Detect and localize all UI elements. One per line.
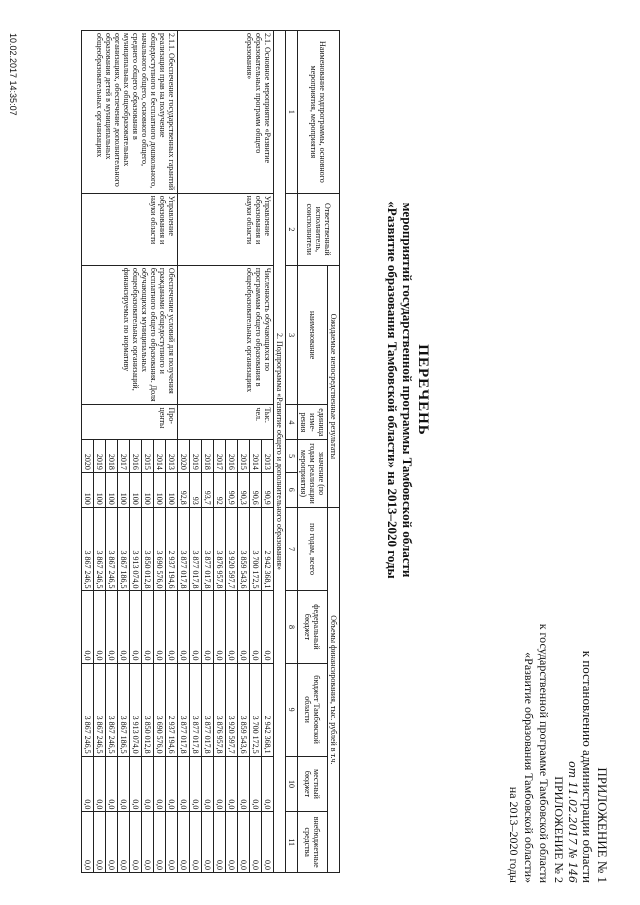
value-cell: 100 (130, 472, 142, 507)
year-cell: 2020 (82, 440, 94, 473)
federal-cell: 0,0 (142, 591, 154, 663)
total-cell: 3 876 957,8 (214, 507, 226, 591)
value-cell: 100 (142, 472, 154, 507)
col-number: 9 (286, 663, 298, 756)
regional-cell: 3 867 246,5 (94, 663, 106, 756)
federal-cell: 0,0 (226, 591, 238, 663)
local-cell: 0,0 (166, 756, 178, 812)
value-cell: 93,7 (202, 472, 214, 507)
value-cell: 93 (190, 472, 202, 507)
year-cell: 2016 (226, 440, 238, 473)
extra-cell: 0,0 (118, 812, 130, 873)
header-name: Наименование подпрограммы, основного мероприятия, мероприятия (298, 31, 340, 194)
federal-cell: 0,0 (214, 591, 226, 663)
appendix-2-period: на 2013–2020 годы (507, 786, 521, 883)
regional-cell: 3 876 957,8 (214, 663, 226, 756)
measure-name: 2.1. Основное мероприятие «Развитие образовательных программ общего образования» (178, 31, 274, 194)
extra-cell: 0,0 (130, 812, 142, 873)
year-cell: 2014 (154, 440, 166, 473)
col-number: 5 (286, 440, 298, 473)
federal-cell: 0,0 (118, 591, 130, 663)
local-cell: 0,0 (94, 756, 106, 812)
federal-cell: 0,0 (130, 591, 142, 663)
regional-cell: 3 867 246,5 (106, 663, 118, 756)
federal-cell: 0,0 (202, 591, 214, 663)
measure-name: 2.1.1. Обеспечение государственных гарантий реализации прав на получение общедоступного и бесплатного дошкольного, начального общего, основного общего, среднего общего образования в муниципальных общеобразовательных организациях, обеспечение дополнительного образования детей в муниципальных общеобразовательных организациях (82, 31, 178, 194)
document-title (385, 130, 430, 650)
col-number: 7 (286, 507, 298, 591)
regional-cell: 3 700 172,5 (250, 663, 262, 756)
total-cell: 3 850 012,8 (142, 507, 154, 591)
header-results: Ожидаемые непосредственные результаты (328, 265, 340, 507)
appendix-2-program: «Развитие образования Тамбовской области» (522, 652, 536, 883)
value-cell: 92 (214, 472, 226, 507)
subprogram-heading: 2. Подпрограмма «Развитие общего и дополнительного образования» (274, 31, 286, 873)
total-cell: 3 877 017,8 (202, 507, 214, 591)
total-cell: 2 942 368,1 (262, 507, 274, 591)
regional-cell: 3 867 186,5 (118, 663, 130, 756)
regional-cell: 3 690 576,0 (154, 663, 166, 756)
title-perechen: ПЕРЕЧЕНЬ (415, 344, 431, 436)
header-local: местный бюджет (298, 756, 328, 812)
extra-cell: 0,0 (142, 812, 154, 873)
col-number: 10 (286, 756, 298, 812)
col-number: 1 (286, 31, 298, 194)
value-cell: 90,9 (226, 472, 238, 507)
federal-cell: 0,0 (154, 591, 166, 663)
extra-cell: 0,0 (178, 812, 190, 873)
extra-cell: 0,0 (238, 812, 250, 873)
appendix-1-header (565, 651, 610, 883)
header-result-name: наименование (298, 265, 328, 405)
header-funding: Объемы финансирования, тыс. рублей в т.ч. (328, 507, 340, 872)
regional-cell: 3 877 017,8 (190, 663, 202, 756)
appendix-1-title: ПРИЛОЖЕНИЕ № 1 (595, 767, 610, 883)
total-cell: 3 867 246,5 (94, 507, 106, 591)
year-cell: 2013 (262, 440, 274, 473)
header-federal: федеральный бюджет (298, 591, 328, 663)
col-number: 8 (286, 591, 298, 663)
federal-cell: 0,0 (82, 591, 94, 663)
local-cell: 0,0 (238, 756, 250, 812)
local-cell: 0,0 (118, 756, 130, 812)
year-cell: 2019 (190, 440, 202, 473)
local-cell: 0,0 (130, 756, 142, 812)
local-cell: 0,0 (154, 756, 166, 812)
value-cell: 92,8 (178, 472, 190, 507)
local-cell: 0,0 (262, 756, 274, 812)
regional-cell: 2 942 368,1 (262, 663, 274, 756)
local-cell: 0,0 (250, 756, 262, 812)
header-value: значение (по годам реализации мероприятия) (298, 440, 328, 507)
title-line-2: мероприятий государственной программы Тамбовской области (400, 202, 415, 578)
regional-cell: 3 913 074,0 (130, 663, 142, 756)
col-number: 4 (286, 405, 298, 440)
appendix-1-date-number: от 11.02.2017 № 146 (566, 761, 579, 883)
responsible-executor: Управление образования и науки области (82, 193, 178, 265)
appendix-2-title: ПРИЛОЖЕНИЕ № 2 (552, 776, 566, 883)
print-timestamp: 10.02.2017 14:35:07 (8, 33, 18, 116)
regional-cell: 2 937 194,6 (166, 663, 178, 756)
local-cell: 0,0 (214, 756, 226, 812)
regional-cell: 3 867 246,5 (82, 663, 94, 756)
value-cell: 100 (154, 472, 166, 507)
total-cell: 3 867 246,5 (82, 507, 94, 591)
federal-cell: 0,0 (178, 591, 190, 663)
value-cell: 90,3 (238, 472, 250, 507)
value-cell: 90,6 (250, 472, 262, 507)
year-cell: 2016 (130, 440, 142, 473)
appendix-1-basis: к постановлению администрации области (580, 650, 595, 883)
title-line-3: «Развитие образования Тамбовской области» на 2013–2020 годы (385, 201, 400, 579)
col-number: 11 (286, 812, 298, 873)
total-cell: 2 937 194,6 (166, 507, 178, 591)
extra-cell: 0,0 (262, 812, 274, 873)
federal-cell: 0,0 (94, 591, 106, 663)
federal-cell: 0,0 (238, 591, 250, 663)
year-cell: 2019 (94, 440, 106, 473)
total-cell: 3 913 074,0 (130, 507, 142, 591)
extra-cell: 0,0 (154, 812, 166, 873)
value-cell: 100 (82, 472, 94, 507)
year-cell: 2018 (106, 440, 118, 473)
local-cell: 0,0 (226, 756, 238, 812)
table-row (166, 31, 178, 873)
value-cell: 100 (106, 472, 118, 507)
local-cell: 0,0 (190, 756, 202, 812)
local-cell: 0,0 (142, 756, 154, 812)
result-name: Обеспечение условий для получения гражданами общедоступного и бесплатного общего образования. Доля обучающихся муниципальных общеобразовательных организаций, финансируемых по нормативу (82, 265, 178, 405)
header-extra: внебюджетные средства (298, 812, 328, 873)
responsible-executor: Управление образования и науки области (178, 193, 274, 265)
regional-cell: 3 877 017,8 (178, 663, 190, 756)
value-cell: 100 (118, 472, 130, 507)
result-unit: Тыс. чел. (178, 405, 274, 440)
regional-cell: 3 877 017,8 (202, 663, 214, 756)
extra-cell: 0,0 (214, 812, 226, 873)
value-cell: 100 (166, 472, 178, 507)
year-cell: 2018 (202, 440, 214, 473)
table-row (262, 31, 274, 873)
total-cell: 3 867 246,5 (106, 507, 118, 591)
extra-cell: 0,0 (166, 812, 178, 873)
appendix-2-basis: к государственной программе Тамбовской области (537, 623, 551, 883)
regional-cell: 3 920 597,7 (226, 663, 238, 756)
year-cell: 2015 (238, 440, 250, 473)
local-cell: 0,0 (106, 756, 118, 812)
col-number: 2 (286, 193, 298, 265)
col-number: 6 (286, 472, 298, 507)
measures-table (81, 30, 340, 873)
total-cell: 3 920 597,7 (226, 507, 238, 591)
regional-cell: 3 859 543,6 (238, 663, 250, 756)
year-cell: 2015 (142, 440, 154, 473)
total-cell: 3 700 172,5 (250, 507, 262, 591)
year-cell: 2014 (250, 440, 262, 473)
extra-cell: 0,0 (106, 812, 118, 873)
extra-cell: 0,0 (190, 812, 202, 873)
regional-cell: 3 850 012,8 (142, 663, 154, 756)
federal-cell: 0,0 (106, 591, 118, 663)
local-cell: 0,0 (82, 756, 94, 812)
local-cell: 0,0 (202, 756, 214, 812)
total-cell: 3 859 543,6 (238, 507, 250, 591)
federal-cell: 0,0 (250, 591, 262, 663)
extra-cell: 0,0 (250, 812, 262, 873)
year-cell: 2017 (118, 440, 130, 473)
total-cell: 3 877 017,8 (190, 507, 202, 591)
table-body (82, 31, 286, 873)
federal-cell: 0,0 (190, 591, 202, 663)
total-cell: 3 877 017,8 (178, 507, 190, 591)
header-unit: единица изме-рения (298, 405, 328, 440)
header-responsible: Ответственный исполнитель, соисполнители (298, 193, 340, 265)
extra-cell: 0,0 (94, 812, 106, 873)
total-cell: 3 867 186,5 (118, 507, 130, 591)
header-regional: бюджет Тамбовской области (298, 663, 328, 756)
extra-cell: 0,0 (226, 812, 238, 873)
year-cell: 2017 (214, 440, 226, 473)
value-cell: 90,9 (262, 472, 274, 507)
extra-cell: 0,0 (202, 812, 214, 873)
result-name: Численность обучающихся по программам общего образования в общеобразовательных организациях (178, 265, 274, 405)
federal-cell: 0,0 (262, 591, 274, 663)
year-cell: 2013 (166, 440, 178, 473)
local-cell: 0,0 (178, 756, 190, 812)
header-total: по годам, всего (298, 507, 328, 591)
col-number: 3 (286, 265, 298, 405)
total-cell: 3 690 576,0 (154, 507, 166, 591)
result-unit: Про-центы (82, 405, 178, 440)
value-cell: 100 (94, 472, 106, 507)
federal-cell: 0,0 (166, 591, 178, 663)
extra-cell: 0,0 (82, 812, 94, 873)
year-cell: 2020 (178, 440, 190, 473)
appendix-2-header (506, 624, 566, 883)
